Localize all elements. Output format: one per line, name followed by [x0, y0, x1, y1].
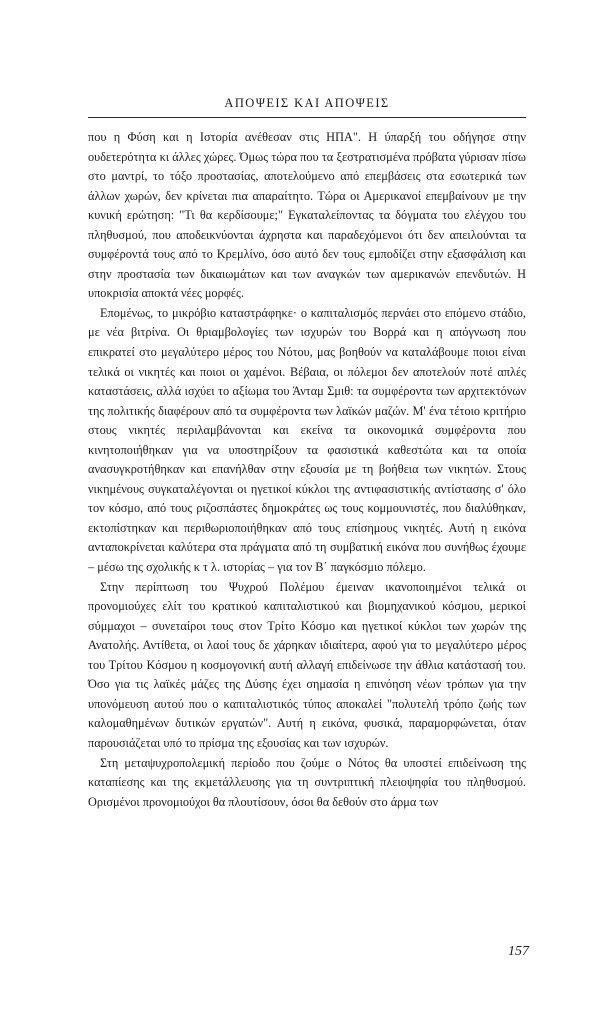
page-number: 157	[508, 944, 529, 959]
paragraph-3: Στην περίπτωση του Ψυχρού Πολέμου έμειναν ικανοποιημένοι τελικά οι προνομιούχες ελίτ του κρατικού καπιταλιστικού και βιομηχανικού κόσμου, μερικοί σύμμαχοι – συνεταίροι τους στον Τρίτο Κόσμο και ηγετικοί κύκλοι των χωρών της Ανατολής. Αντίθετα, οι λαοί τους δε χάρηκαν ιδιαίτερα, αφού για το μεγαλύτερο μέρος του Τρίτου Κόσμου η κοσμογονική αυτή αλλαγή επιδείνωσε την άθλια κατάστασή του. Όσο για τις λαϊκές μάζες της Δύσης έχει σημασία η επινόηση νέων τρόπων για την υπονόμευση αυτού που ο καπιταλιστικός τύπος αποκαλεί "πολυτελή τρόπο ζωής των καλομαθημένων δυτικών εργατών". Αυτή η εικόνα, φυσικά, παραμορφώνεται, όταν παρουσιάζεται υπό το πρίσμα της εξουσίας και των ισχυρών.	[88, 579, 526, 750]
paragraph-4: Στη μεταψυχροπολεμική περίοδο που ζούμε ο Νότος θα υποστεί επιδείνωση της καταπίεσης και της εκμετάλλευσης για τη συντριπτική πλειοψηφία του πληθυσμού. Ορισμένοι προνομιούχοι θα πλουτίσουν, όσοι θα δεθούν στο άρμα των	[88, 755, 526, 809]
body-text	[88, 128, 526, 812]
running-title: ΑΠΟΨΕΙΣ ΚΑΙ ΑΠΟΨΕΙΣ	[224, 96, 390, 110]
paragraph-2: Επομένως, το μικρόβιο καταστράφηκε· ο καπιταλισμός περνάει στο επόμενο στάδιο, με νέα βιτρίνα. Οι θριαμβολογίες των ισχυρών του Βορρά και η απόγνωση που επικρατεί στο μεγαλύτερο μέρος του Νότου, μας βοηθούν να καταλάβουμε ποιοι είναι τελικά οι νικητές και ποιοι οι χαμένοι. Βέβαια, οι πόλεμοι δεν αποτελούν ποτέ απλές καταστάσεις, αλλά ισχύει το αξίωμα του Άνταμ Σμιθ: τα συμφέροντα των αρχιτεκτόνων της πολιτικής διαφέρουν από τα συμφέροντα των λαϊκών μαζών. Μ' ένα τέτοιο κριτήριο στους νικητές περιλαμβάνονται και εκείνα τα οικονομικά συμφέροντα που κινητοποιήθηκαν για να υποστηρίξουν τα φασιστικά καθεστώτα και τα οποία ανασυγκροτήθηκαν και επανήλθαν στην εξουσία με τη βοήθεια των νικητών. Στους νικημένους συγκαταλέγονται οι ηγετικοί κύκλοι της αντιφασιστικής αντίστασης σ' όλο τον κόσμο, από τους ριζοσπάστες δημοκράτες ως τους κομμουνιστές, που διαλύθηκαν, εκτοπίστηκαν και περιθωριοποιήθηκαν από τους επίσημους νικητές. Αυτή η εικόνα ανταποκρίνεται καλύτερα στα πράγματα από τη συμβατική εικόνα που συνήθως έχουμε – μέσω της σχολικής κ τ λ. ιστορίας – για τον Β΄ παγκόσμιο πόλεμο.	[88, 305, 526, 575]
header-rule	[88, 117, 526, 118]
paragraph-1: που η Φύση και η Ιστορία ανέθεσαν στις ΗΠΑ". Η ύπαρξή του οδήγησε στην ουδετερότητα κι άλλες χώρες. Όμως τώρα που τα ξεστρατισμένα πρόβατα γύρισαν πίσω στο μαντρί, το τόξο προστασίας, αποτελούμενο από επεμβάσεις στα εσωτερικά των άλλων χωρών, δεν κρίνεται πια απαραίτητο. Τώρα οι Αμερικανοί επεμβαίνουν με την κυνική ερώτηση: "Τι θα κερδίσουμε;" Εγκαταλείποντας τα δόγματα του ελέγχου του πληθυσμού, που αποδεικνύονται άχρηστα και παραδεχόμενοι ότι δεν απειλούνται τα συμφέροντά τους από το Κρεμλίνο, όσο αυτό δεν τους εμποδίζει στην εξασφάλιση και στην προστασία των δικαιωμάτων και των αναγκών των αμερικανών επενδυτών. Η υποκρισία αποκτά νέες μορφές.	[88, 130, 526, 301]
